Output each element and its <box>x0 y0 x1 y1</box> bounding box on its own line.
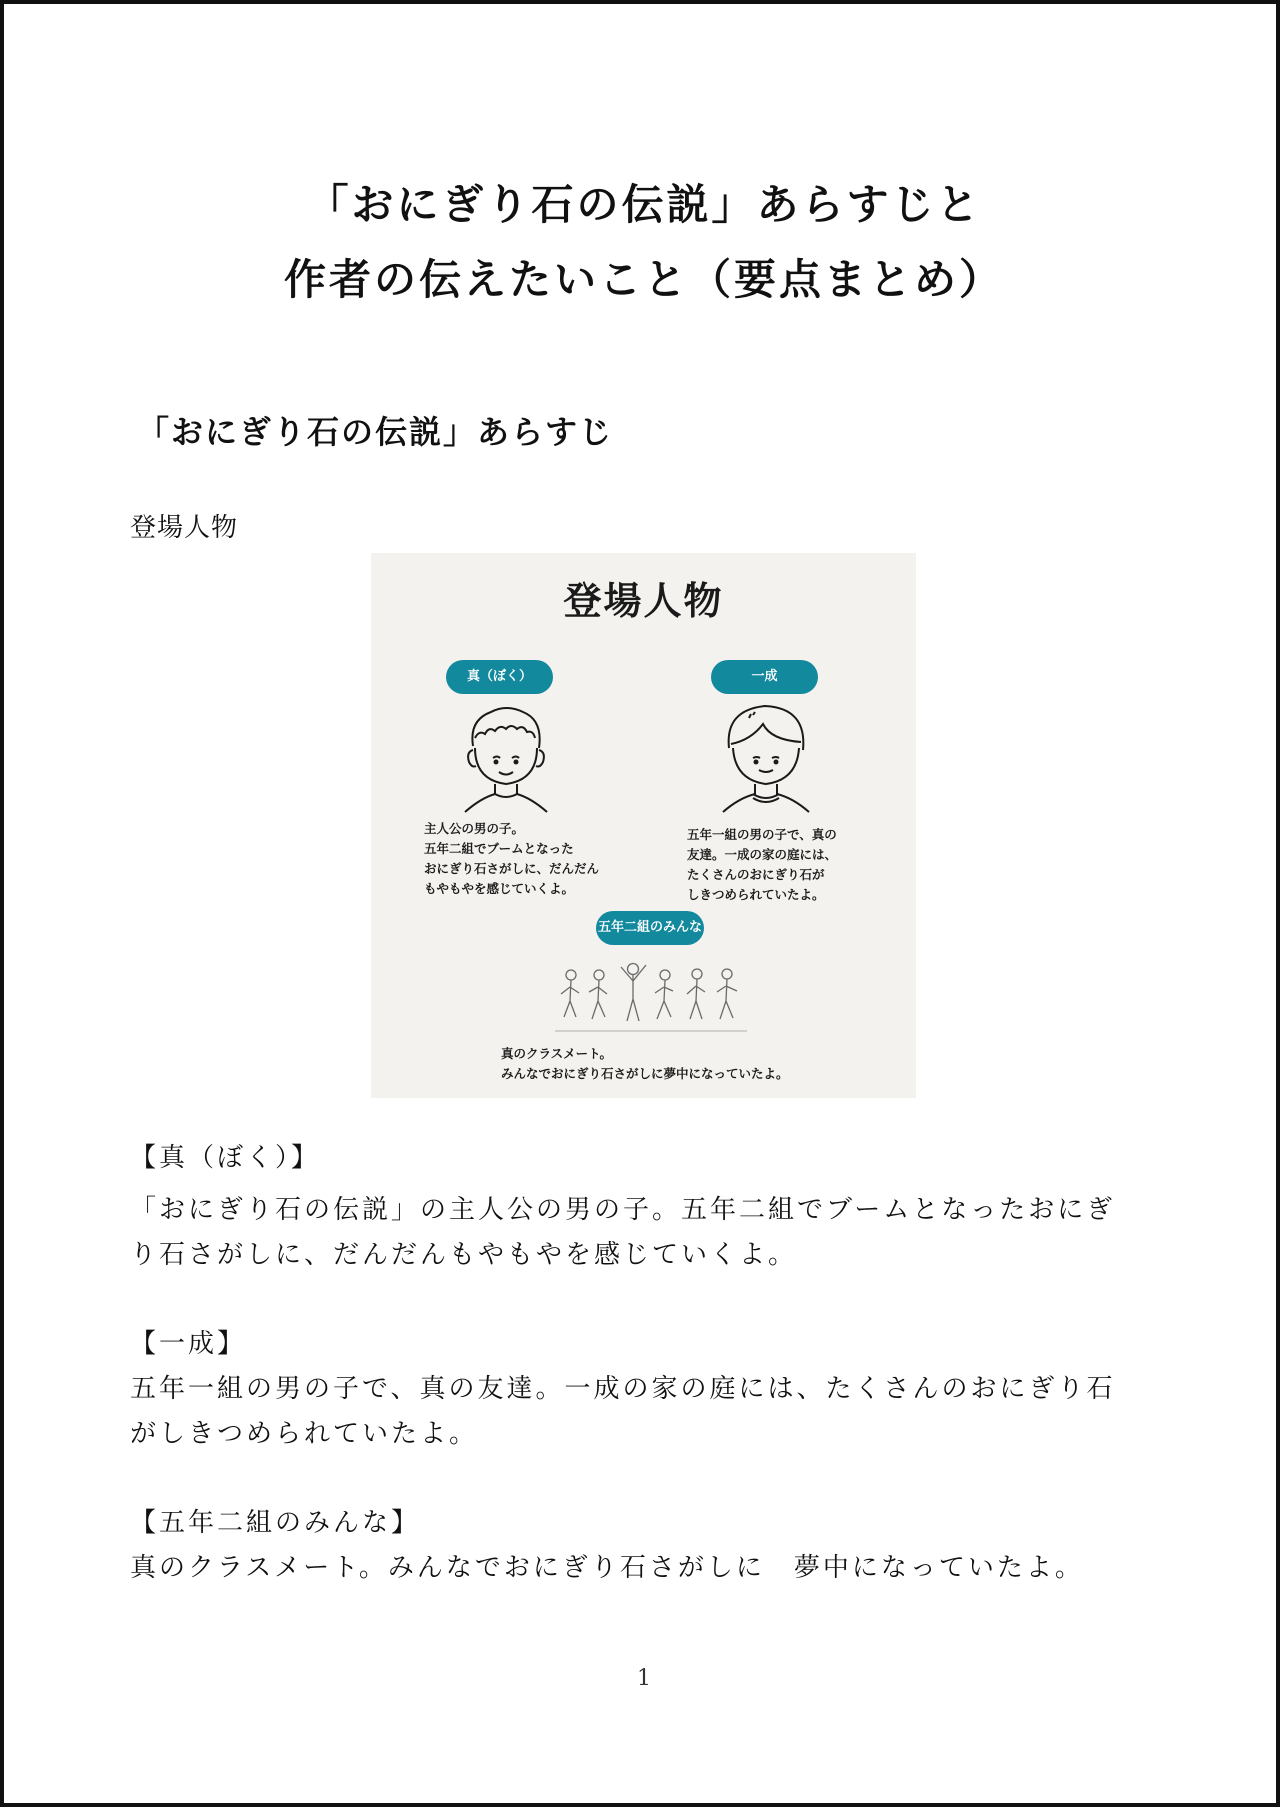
makoto-desc-line: 主人公の男の子。 <box>424 821 525 836</box>
entry-line-makoto: り石さがしに、だんだんもやもやを感じていくよ。 <box>130 1240 798 1270</box>
makoto-desc-line: おにぎり石さがしに、だんだん <box>424 861 600 876</box>
character-badge-kazunari: 一成 <box>711 660 818 694</box>
kazunari-desc-line: 友達。一成の家の庭には、 <box>687 847 838 862</box>
character-badge-classmates: 五年二組のみんな <box>596 911 704 945</box>
character-badge-makoto: 真（ぼく） <box>446 660 553 694</box>
entry-line-classmates: 真のクラスメート。みんなでおにぎり石さがしに 夢中になっていたよ。 <box>130 1553 1084 1583</box>
entry-label-classmates: 【五年二組のみんな】 <box>130 1508 421 1538</box>
running-children-icon <box>551 961 751 1039</box>
makoto-desc-line: もやもやを感じていくよ。 <box>424 881 575 896</box>
classmates-description <box>501 1044 789 1084</box>
page-title-line-1: 「おにぎり石の伝説」あらすじと <box>306 180 982 229</box>
makoto-description <box>424 819 599 899</box>
entry-line-kazunari: がしきつめられていたよ。 <box>130 1419 479 1449</box>
entry-line-makoto: 「おにぎり石の伝説」の主人公の男の子。五年二組でブームとなったおにぎ <box>130 1195 1116 1225</box>
classmates-desc-line: 真のクラスメート。 <box>501 1046 613 1061</box>
kazunari-desc-line: しきつめられていたよ。 <box>687 887 825 902</box>
kazunari-description <box>687 825 837 905</box>
kazunari-portrait-icon <box>711 696 821 813</box>
page-number: 1 <box>637 1666 651 1691</box>
kazunari-desc-line: たくさんのおにぎり石が <box>687 867 825 882</box>
page-title-line-2: 作者の伝えたいこと（要点まとめ） <box>283 255 1004 304</box>
makoto-portrait-icon <box>451 698 561 813</box>
kazunari-desc-line: 五年一組の男の子で、真の <box>687 827 837 842</box>
entry-label-makoto: 【真（ぼく）】 <box>130 1143 321 1173</box>
entry-label-kazunari: 【一成】 <box>130 1329 247 1359</box>
entry-line-kazunari: 五年一組の男の子で、真の友達。一成の家の庭には、たくさんのおにぎり石 <box>130 1374 1116 1404</box>
characters-label: 登場人物 <box>130 513 239 543</box>
illustration-title: 登場人物 <box>563 579 724 623</box>
classmates-desc-line: みんなでおにぎり石さがしに夢中になっていたよ。 <box>501 1066 789 1081</box>
characters-illustration <box>371 553 916 1098</box>
section-heading: 「おにぎり石の伝説」あらすじ <box>137 413 614 451</box>
makoto-desc-line: 五年二組でブームとなった <box>424 841 574 856</box>
